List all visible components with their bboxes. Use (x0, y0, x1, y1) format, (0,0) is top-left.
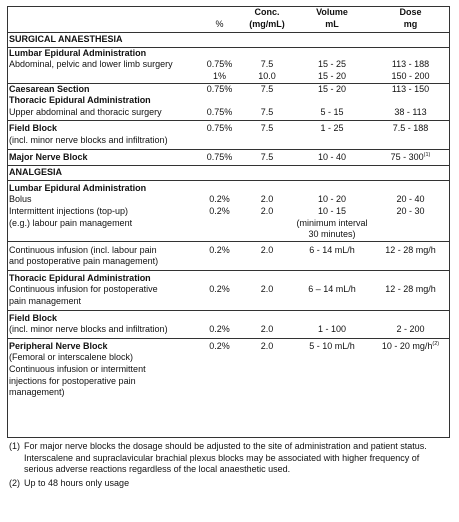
cell-volume: 10 - 40 (317, 151, 347, 162)
footnote-ref: (2) (432, 340, 440, 347)
row-title: Field Block (9, 312, 58, 323)
header-percent: % (215, 18, 224, 29)
cell-concentration: 2.0 2.0 (241, 194, 293, 241)
cell-volume: 6 – 14 mL/h (293, 284, 371, 310)
row-description: (Femoral or interscalene block) Continuous infusion or intermittent injections for postoperative pain management) (9, 352, 146, 398)
cell-percent: 0.2% (209, 340, 230, 351)
cell-dose: 12 - 28 mg/h (371, 241, 450, 270)
row-title: Thoracic Epidural Administration (9, 95, 151, 106)
row-description: Upper abdominal and thoracic surgery (7, 107, 198, 121)
section-row (7, 166, 450, 181)
footnote-mark: (2) (9, 477, 20, 488)
cell-percent: 0.2% (198, 284, 241, 310)
row-title: Lumbar Epidural Administration (9, 47, 147, 58)
cell-concentration: 7.5 (260, 151, 274, 162)
table-row (7, 121, 450, 135)
cell-dose: 2 - 200 (371, 324, 450, 338)
cell-dose (371, 149, 450, 166)
row-title: Caesarean Section (9, 83, 90, 94)
table-row (7, 338, 450, 352)
footnote-1 (9, 441, 449, 476)
cell-percent: 0.2% (198, 324, 241, 338)
table-row (7, 194, 450, 241)
table-row (7, 180, 450, 194)
row-description: Abdominal, pelvic and lower limb surgery (7, 59, 198, 83)
row-description: (incl. minor nerve blocks and infiltration) (7, 135, 198, 149)
cell-volume: 1 - 25 (320, 123, 344, 134)
cell-volume: 6 - 14 mL/h (293, 241, 371, 270)
footnote-2 (9, 478, 449, 490)
table-row (7, 310, 450, 324)
cell-percent: 0.75% (198, 107, 241, 121)
cell-dose: 113 - 188 150 - 200 (371, 59, 450, 83)
dose-value: 75 - 300 (390, 151, 424, 162)
header-volume: Volume mL (316, 7, 348, 29)
header-concentration: Conc. (mg/mL) (249, 7, 285, 29)
dose-value: 10 - 20 mg/h (381, 340, 433, 351)
table-row (7, 95, 450, 107)
section-row (7, 33, 450, 48)
cell-concentration: 7.5 (260, 83, 274, 94)
section-surgical-anaesthesia: SURGICAL ANAESTHESIA (7, 33, 450, 48)
cell-concentration: 2.0 (241, 284, 293, 310)
table-row (7, 47, 450, 59)
table-row (7, 149, 450, 166)
cell-percent: 0.2% (198, 241, 241, 270)
cell-dose: 7.5 - 188 (392, 123, 429, 134)
row-description: (incl. minor nerve blocks and infiltration) (7, 324, 198, 338)
cell-concentration: 2.0 (260, 340, 274, 351)
cell-percent: 0.75% 1% (198, 59, 241, 83)
table-header-row (7, 6, 450, 33)
cell-dose: 113 - 150 (391, 83, 430, 94)
footnotes (9, 441, 449, 491)
row-title: Thoracic Epidural Administration (9, 272, 151, 283)
table-row (7, 83, 450, 95)
table-row (7, 352, 450, 398)
cell-volume: 1 - 100 (293, 324, 371, 338)
cell-dose (371, 338, 450, 352)
footnote-mark: (1) (9, 441, 20, 451)
cell-percent: 0.75% (206, 151, 233, 162)
row-description: Continuous infusion (incl. labour pain and postoperative pain management) (7, 241, 198, 270)
cell-volume: 5 - 15 (293, 107, 371, 121)
row-description: Bolus Intermittent injections (top-up) (e.g.) labour pain management (7, 194, 198, 241)
cell-concentration: 2.0 (241, 324, 293, 338)
dosage-table (7, 6, 450, 399)
cell-concentration: 2.0 (241, 241, 293, 270)
cell-dose: 20 - 40 20 - 30 (371, 194, 450, 241)
footnote-text: For major nerve blocks the dosage should be adjusted to the site of administration and patient status. Interscalene and supraclavicular brachial plexus blocks may be associated with higher frequency of serious adverse reactions regardless of the local anaesthetic used. (24, 441, 427, 474)
table-row (7, 59, 450, 83)
row-title: Field Block (9, 123, 58, 134)
cell-volume: 15 - 20 (317, 83, 347, 94)
row-title: Peripheral Nerve Block (9, 340, 108, 351)
section-analgesia: ANALGESIA (7, 166, 450, 181)
row-title: Lumbar Epidural Administration (9, 182, 147, 193)
footnote-text: Up to 48 hours only usage (24, 477, 130, 488)
footnote-ref: (1) (423, 151, 431, 158)
cell-dose: 12 - 28 mg/h (371, 284, 450, 310)
table-row (7, 107, 450, 121)
cell-dose: 38 - 113 (371, 107, 450, 121)
cell-percent: 0.75% (206, 123, 233, 134)
cell-percent: 0.2% 0.2% (198, 194, 241, 241)
cell-concentration: 7.5 10.0 (241, 59, 293, 83)
row-description: Continuous infusion for postoperative pain management (7, 284, 198, 310)
table-row (7, 284, 450, 310)
table-row (7, 241, 450, 270)
cell-volume: 15 - 25 15 - 20 (293, 59, 371, 83)
header-procedure (7, 6, 198, 33)
header-dose: Dose mg (399, 7, 422, 29)
table-row (7, 324, 450, 338)
table-row (7, 135, 450, 149)
cell-volume: 5 - 10 mL/h (309, 340, 355, 351)
cell-concentration: 7.5 (260, 123, 274, 134)
table-row (7, 270, 450, 284)
row-title: Major Nerve Block (9, 151, 88, 162)
cell-concentration: 7.5 (241, 107, 293, 121)
cell-volume: 10 - 20 10 - 15 (minimum interval 30 minutes) (293, 194, 371, 241)
cell-percent: 0.75% (206, 83, 233, 94)
